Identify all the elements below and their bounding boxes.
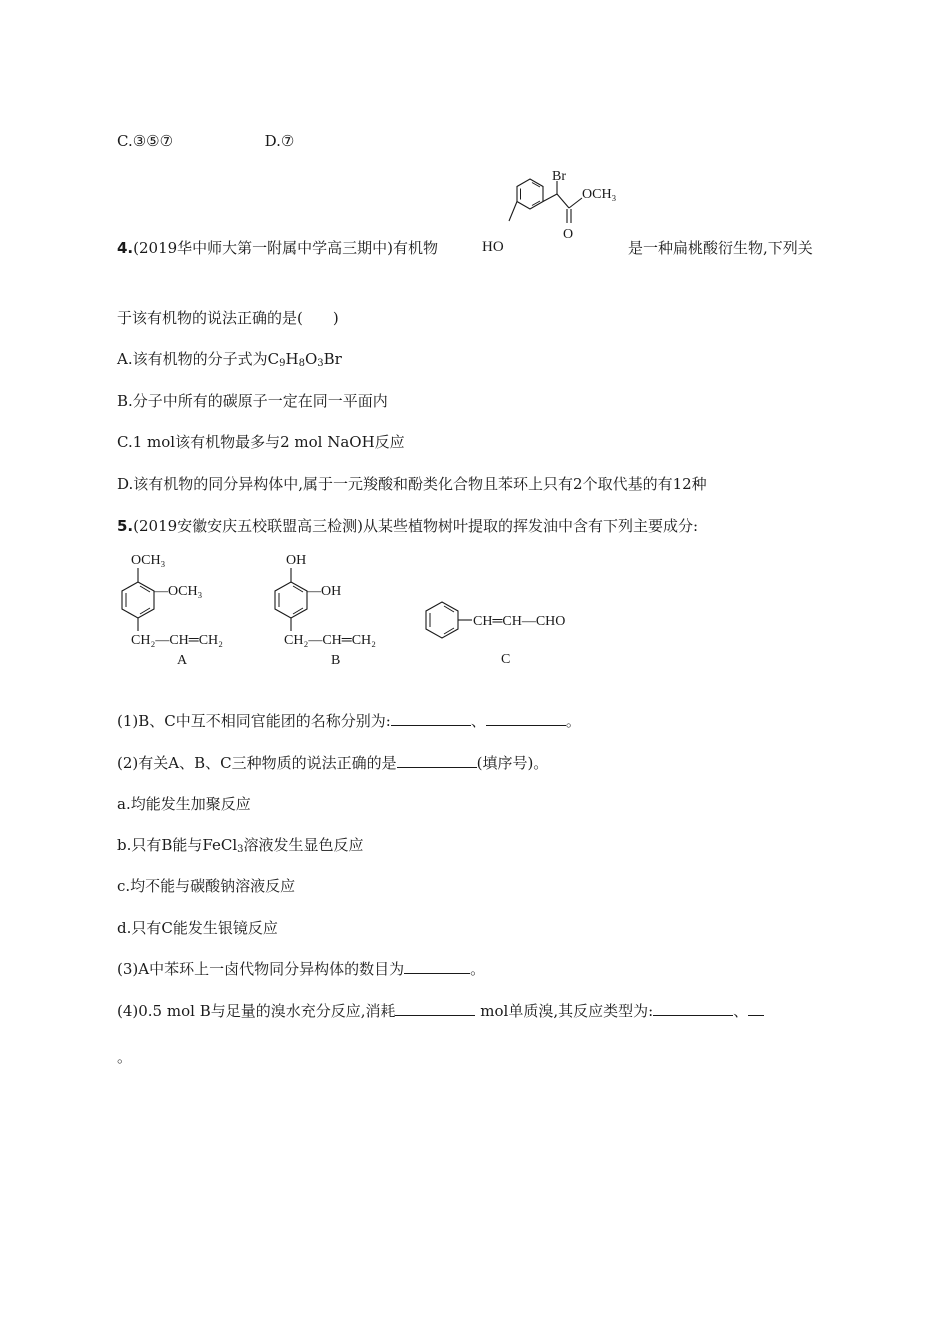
option-d-prev: D.⑦ <box>264 132 295 150</box>
subscript: 3 <box>237 844 244 855</box>
q5-stem <box>117 515 698 536</box>
structure-a <box>115 548 255 670</box>
q4-option-d: D.该有机物的同分异构体中,属于一元羧酸和酚类化合物且苯环上只有2个取代基的有12种 <box>117 475 707 493</box>
structure-b <box>268 548 408 670</box>
q5-part3 <box>117 958 485 979</box>
q5-part4 <box>117 1000 764 1021</box>
q5-choice-b <box>117 834 364 855</box>
choice-b-text: b.只有B能与FeCl <box>117 836 238 854</box>
q5-part2 <box>117 752 548 773</box>
answer-blank[interactable] <box>404 959 470 974</box>
part2-text: (2)有关A、B、C三种物质的说法正确的是 <box>117 754 397 772</box>
q5-stem-text: (2019安徽安庆五校联盟高三检测)从某些植物树叶提取的挥发油中含有下列主要成分: <box>133 517 699 535</box>
part1-text: (1)B、C中互不相同官能团的名称分别为: <box>117 712 391 730</box>
separator: 、 <box>733 1002 749 1020</box>
period: 。 <box>565 712 581 730</box>
structure-a-sub2: —OCH₃ <box>154 584 203 599</box>
subscript: 8 <box>298 358 305 369</box>
q5-choice-a: a.均能发生加聚反应 <box>117 795 251 813</box>
q4-stem <box>117 237 438 258</box>
q4-stem-before: (2019华中师大第一附属中学高三期中)有机物 <box>133 239 439 257</box>
prev-options <box>117 132 294 150</box>
answer-blank[interactable] <box>486 711 566 726</box>
choice-b-text: 溶液发生显色反应 <box>243 836 364 854</box>
structure-b-sub1: OH <box>286 553 307 568</box>
answer-blank[interactable] <box>748 1001 764 1016</box>
structure-a-chain: CH₂—CH═CH₂ <box>131 633 224 648</box>
q4-number: 4. <box>117 239 134 257</box>
option-a-text: A.该有机物的分子式为C <box>117 350 280 368</box>
o-label: O <box>563 227 574 242</box>
q4-option-b: B.分子中所有的碳原子一定在同一平面内 <box>117 392 388 410</box>
separator: 、 <box>470 712 486 730</box>
part2-text: (填序号)。 <box>476 754 549 772</box>
part4-text: mol单质溴,其反应类型为: <box>480 1002 654 1020</box>
q5-choice-d: d.只有C能发生银镜反应 <box>117 919 278 937</box>
structure-c-chain: CH═CH—CHO <box>473 614 566 629</box>
structure-a-label: A <box>177 653 188 668</box>
part3-text: (3)A中苯环上一卤代物同分异构体的数目为 <box>117 960 405 978</box>
answer-blank[interactable] <box>653 1001 733 1016</box>
q5-number: 5. <box>117 517 134 535</box>
answer-blank[interactable] <box>395 1001 475 1016</box>
part4-text: (4)0.5 mol B与足量的溴水充分反应,消耗 <box>117 1002 396 1020</box>
subscript: 3 <box>317 358 324 369</box>
subscript: 9 <box>279 358 286 369</box>
structure-b-chain: CH₂—CH═CH₂ <box>284 633 377 648</box>
answer-blank[interactable] <box>397 753 477 768</box>
ho-label: HO <box>482 239 504 255</box>
q4-stem-after: 是一种扁桃酸衍生物,下列关 <box>628 239 813 257</box>
structure-a-sub1: OCH₃ <box>131 553 166 568</box>
option-a-text: H <box>285 350 299 368</box>
q4-option-a <box>117 348 342 369</box>
q5-choice-c: c.均不能与碳酸钠溶液反应 <box>117 877 296 895</box>
answer-blank[interactable] <box>391 711 471 726</box>
q4-structure <box>478 165 628 255</box>
option-c-prev: C.③⑤⑦ <box>117 132 174 150</box>
br-label: Br <box>552 169 566 184</box>
q4-option-c: C.1 mol该有机物最多与2 mol NaOH反应 <box>117 433 405 451</box>
structure-b-label: B <box>331 653 341 668</box>
q5-part1 <box>117 710 581 731</box>
q5-part4-end: 。 <box>117 1048 133 1066</box>
period: 。 <box>470 960 486 978</box>
structure-c <box>424 598 604 670</box>
structure-b-sub2: —OH <box>307 584 342 599</box>
structure-c-label: C <box>501 652 511 667</box>
och3-label: OCH₃ <box>582 187 617 202</box>
q4-stem-cont: 于该有机物的说法正确的是( ) <box>117 309 339 327</box>
option-a-text: Br <box>323 350 342 368</box>
option-a-text: O <box>304 350 318 368</box>
